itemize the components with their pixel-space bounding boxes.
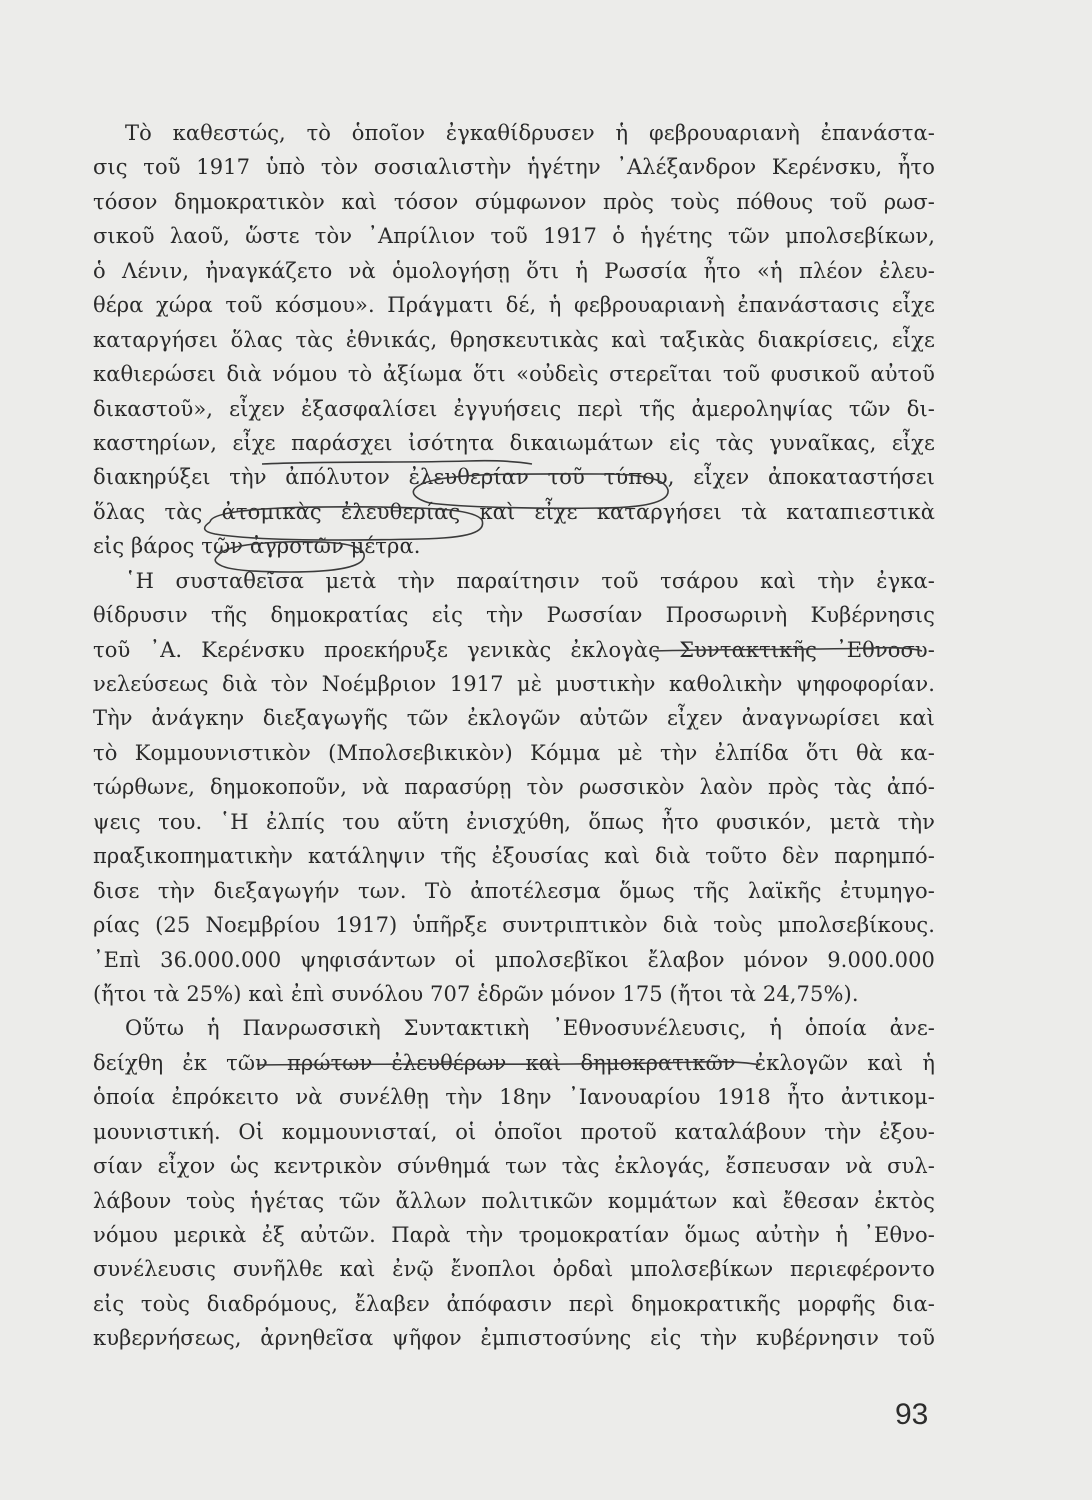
text-line: συνέλευσις συνῆλθε καὶ ἐνῷ ἔνοπλοι ὀρδαὶ μπολσεβίκων περιεφέροντο bbox=[93, 1257, 935, 1282]
text-line: Τὴν ἀνάγκην διεξαγωγῆς τῶν ἐκλογῶν αὐτῶν εἶχεν ἀναγνωρίσει καὶ bbox=[93, 706, 935, 731]
text-line: λάβουν τοὺς ἡγέτας τῶν ἄλλων πολιτικῶν κομμάτων καὶ ἔθεσαν ἐκτὸς bbox=[93, 1188, 935, 1213]
text-line: δείχθη ἐκ τῶν πρώτων ἐλευθέρων καὶ δημοκρατικῶν ἐκλογῶν καὶ ἡ bbox=[93, 1050, 935, 1075]
text-line: (ἤτοι τὰ 25%) καὶ ἐπὶ συνόλου 707 ἑδρῶν μόνον 175 (ἤτοι τὰ 24,75%). bbox=[93, 981, 859, 1006]
text-line: καστηρίων, εἶχε παράσχει ἰσότητα δικαιωμάτων εἰς τὰς γυναῖκας, εἶχε bbox=[93, 430, 935, 455]
text-line: μουνιστική. Οἱ κομμουνισταί, οἱ ὁποῖοι προτοῦ καταλάβουν τὴν ἐξου- bbox=[93, 1119, 935, 1144]
text-line: πραξικοπηματικὴν κατάληψιν τῆς ἐξουσίας καὶ διὰ τοῦτο δὲν παρημπό- bbox=[93, 844, 935, 869]
text-line: ὁποία ἐπρόκειτο νὰ συνέλθῃ τὴν 18ην ᾿Ιανουαρίου 1918 ἦτο ἀντικομ- bbox=[93, 1085, 935, 1110]
paragraph-1 bbox=[93, 116, 935, 564]
text-line: διακηρύξει τὴν ἀπόλυτον ἐλευθερίαν τοῦ τύπου, εἶχεν ἀποκαταστήσει bbox=[93, 465, 935, 490]
page-number: 93 bbox=[895, 1398, 929, 1431]
text-line: δισε τὴν διεξαγωγήν των. Τὸ ἀποτέλεσμα ὅμως τῆς λαϊκῆς ἐτυμηγο- bbox=[93, 878, 935, 903]
text-line: σις τοῦ 1917 ὑπὸ τὸν σοσιαλιστὴν ἡγέτην ᾿Αλέξανδρον Κερένσκυ, ἦτο bbox=[93, 155, 935, 180]
text-line: σίαν εἶχον ὡς κεντρικὸν σύνθημά των τὰς ἐκλογάς, ἔσπευσαν νὰ συλ- bbox=[93, 1154, 935, 1179]
text-line: ψεις του. ῾Η ἐλπίς του αὕτη ἐνισχύθη, ὅπως ἦτο φυσικόν, μετὰ τὴν bbox=[93, 809, 935, 834]
text-line: νόμου μερικὰ ἐξ αὐτῶν. Παρὰ τὴν τρομοκρατίαν ὅμως αὐτὴν ἡ ᾿Εθνο- bbox=[93, 1223, 935, 1247]
text-line: σικοῦ λαοῦ, ὥστε τὸν ᾿Απρίλιον τοῦ 1917 ὁ ἡγέτης τῶν μπολσεβίκων, bbox=[93, 224, 935, 249]
text-line: Οὕτω ἡ Πανρωσσικὴ Συντακτικὴ ᾿Εθνοσυνέλευσις, ἡ ὁποία ἀνε- bbox=[125, 1016, 935, 1041]
text-line: ὅλας τὰς ἀτομικὰς ἐλευθερίας καὶ εἶχε καταργήσει τὰ καταπιεστικὰ bbox=[93, 499, 935, 524]
text-line: τὸ Κομμουνιστικὸν (Μπολσεβικικὸν) Κόμμα μὲ τὴν ἐλπίδα ὅτι θὰ κα- bbox=[93, 740, 935, 765]
paragraph-2 bbox=[93, 564, 935, 1012]
text-line: τοῦ ᾿Α. Κερένσκυ προεκήρυξε γενικὰς ἐκλογὰς Συντακτικῆς ᾿Εθνοσυ- bbox=[93, 637, 935, 662]
text-line: ὁ Λένιν, ἠναγκάζετο νὰ ὁμολογήσῃ ὅτι ἡ Ρωσσία ἦτο «ἡ πλέον ἐλευ- bbox=[93, 258, 935, 283]
text-line: ρίας (25 Νοεμβρίου 1917) ὑπῆρξε συντριπτικὸν διὰ τοὺς μπολσεβίκους. bbox=[93, 913, 935, 938]
text-line: θίδρυσιν τῆς δημοκρατίας εἰς τὴν Ρωσσίαν Προσωρινὴ Κυβέρνησις bbox=[93, 603, 935, 628]
text-line: τώρθωνε, δημοκοποῦν, νὰ παρασύρῃ τὸν ρωσσικὸν λαὸν πρὸς τὰς ἀπό- bbox=[93, 775, 935, 800]
text-line: κυβερνήσεως, ἀρνηθεῖσα ψῆφον ἐμπιστοσύνης εἰς τὴν κυβέρνησιν τοῦ bbox=[93, 1326, 935, 1351]
text-line: ᾿Επὶ 36.000.000 ψηφισάντων οἱ μπολσεβῖκοι ἔλαβον μόνον 9.000.000 bbox=[93, 947, 935, 972]
text-line: νελεύσεως διὰ τὸν Νοέμβριον 1917 μὲ μυστικὴν καθολικὴν ψηφοφορίαν. bbox=[93, 672, 935, 696]
text-line: Τὸ καθεστώς, τὸ ὁποῖον ἐγκαθίδρυσεν ἡ φεβρουαριανὴ ἐπανάστα- bbox=[125, 121, 935, 145]
body-text bbox=[93, 116, 935, 1356]
text-line: καθιερώσει διὰ νόμου τὸ ἀξίωμα ὅτι «οὐδεὶς στερεῖται τοῦ φυσικοῦ αὐτοῦ bbox=[93, 362, 935, 387]
text-line: θέρα χώρα τοῦ κόσμου». Πράγματι δέ, ἡ φεβρουαριανὴ ἐπανάστασις εἶχε bbox=[93, 293, 935, 318]
text-line: εἰς βάρος τῶν ἀγροτῶν μέτρα. bbox=[93, 534, 421, 559]
text-line: καταργήσει ὅλας τὰς ἐθνικάς, θρησκευτικὰς καὶ ταξικὰς διακρίσεις, εἶχε bbox=[93, 327, 935, 352]
text-line: δικαστοῦ», εἶχεν ἐξασφαλίσει ἐγγυήσεις περὶ τῆς ἀμεροληψίας τῶν δι- bbox=[93, 396, 935, 421]
text-line: εἰς τοὺς διαδρόμους, ἔλαβεν ἀπόφασιν περὶ δημοκρατικῆς μορφῆς δια- bbox=[93, 1291, 935, 1316]
text-line: τόσον δημοκρατικὸν καὶ τόσον σύμφωνον πρὸς τοὺς πόθους τοῦ ρωσ- bbox=[93, 189, 935, 214]
paragraph-3 bbox=[93, 1011, 935, 1355]
text-line: ῾Η συσταθεῖσα μετὰ τὴν παραίτησιν τοῦ τσάρου καὶ τὴν ἐγκα- bbox=[125, 568, 935, 593]
